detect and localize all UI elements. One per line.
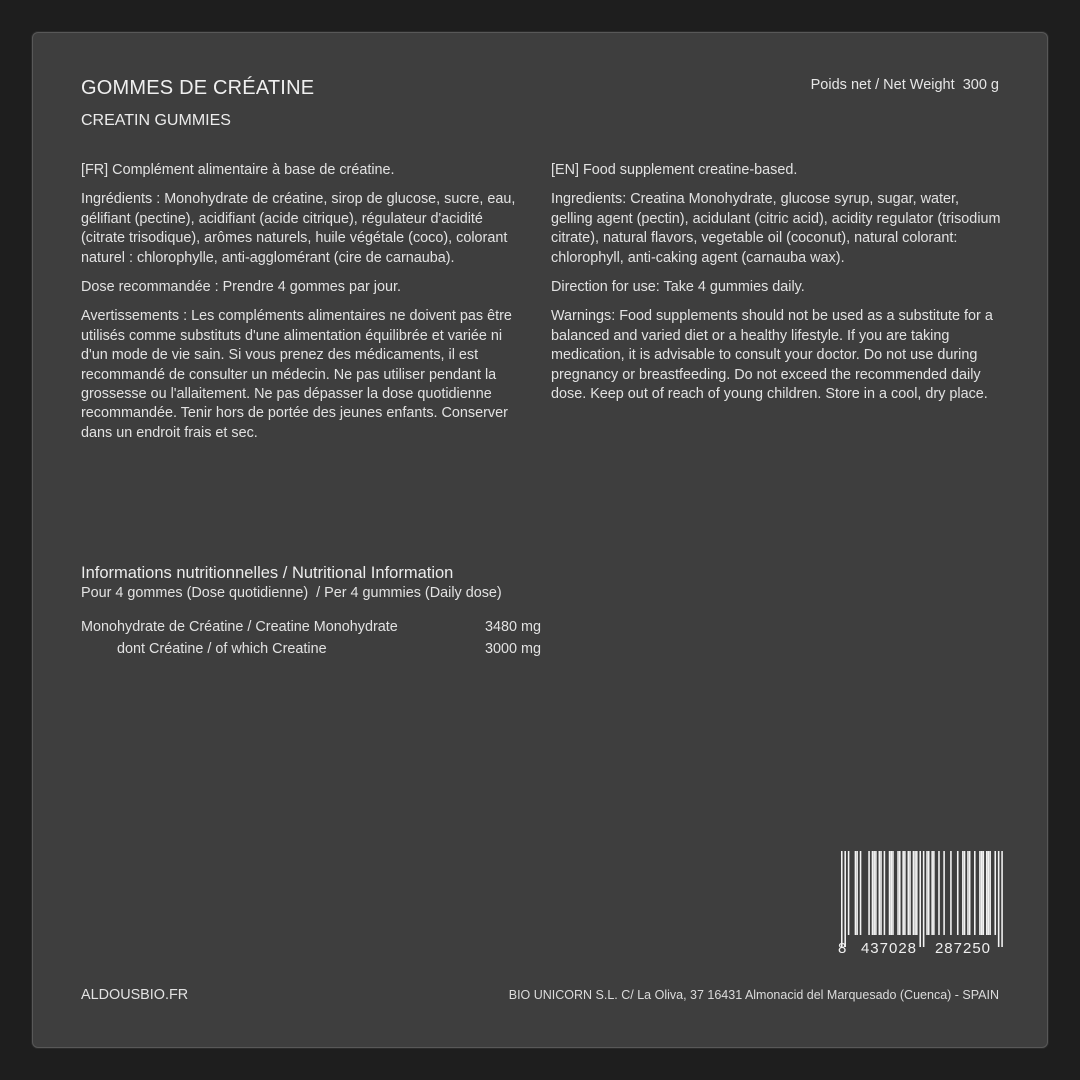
barcode-bar [962,851,964,935]
fr-dose: Dose recommandée : Prendre 4 gommes par jour. [81,279,401,296]
barcode-bar [848,851,850,935]
barcode-bar [856,851,858,935]
fr-intro: [FR] Complément alimentaire à base de créatine. [81,162,395,178]
barcode-bar [904,851,906,935]
barcode-bar [908,851,910,935]
website-link[interactable]: ALDOUSBIO.FR [81,987,189,1003]
barcode-bar [844,851,846,947]
barcode-bar [979,851,981,935]
nutrition-section [81,564,541,660]
barcode-bar [884,851,886,935]
barcode-bar [909,851,911,935]
english-text-column [551,161,1001,414]
fr-warnings: Avertissements : Les compléments alimentaires ne doivent pas être utilisés comme substituts d'une alimentation équilibrée et variée ni d'un mode de vie sain. Si vous prenez des médicaments, il est recommandé de consulter un médecin. Ne pas utiliser pendant la grossesse ou l'allaitement. Ne pas dépasser la dose quotidienne recommandée. Tenir hors de portée des jeunes enfants. Conserver dans un endroit frais et sec. [81,308,512,441]
barcode-bar [923,851,925,947]
barcode-bar [998,851,1000,947]
barcode-bar [938,851,940,935]
product-title: GOMMES DE CRÉATINE [81,77,315,99]
company-address: BIO UNICORN S.L. C/ La Oliva, 37 16431 Almonacid del Marquesado (Cuenca) - SPAIN [508,988,999,1002]
barcode-image [838,851,1003,957]
barcode-bar [914,851,916,935]
en-intro: [EN] Food supplement creatine-based. [551,162,798,178]
barcode-bar [957,851,959,935]
barcode-bar [897,851,899,935]
barcode-bar [873,851,875,935]
barcode-bar [916,851,918,935]
barcode-bar [928,851,930,935]
barcode-bar [981,851,983,935]
barcode-right-digits: 287250 [934,940,992,957]
barcode-bar [969,851,971,935]
barcode-bar [974,851,976,935]
barcode-bar [933,851,935,935]
en-warnings: Warnings: Food supplements should not be used as a substitute for a balanced and varied diet or a healthy lifestyle. If you are taking medication, it is advisable to consult your doctor. Do not use during pregnancy or breastfeeding. Do not exceed the recommended daily dose. Keep out of reach of young children. Store in a cool, dry place. [551,308,993,403]
barcode-bar [964,851,966,935]
nutrition-row [81,616,541,638]
nutrition-row-value: 3000 mg [484,641,541,657]
barcode-bar [943,851,945,935]
french-text-column [81,161,529,453]
barcode-bar [899,851,901,935]
fr-ingredients: Ingrédients : Monohydrate de créatine, sirop de glucose, sucre, eau, gélifiant (pectine), acidifiant (acide citrique), régulateur d'acidité (citrate trisodique), arômes naturels, huile végétale (coco), colorant naturel : chlorophylle, anti-agglomérant (cire de carnauba). [81,191,516,266]
nutrition-row-value: 3480 mg [484,619,541,635]
barcode-bar [988,851,990,935]
barcode-bar [967,851,969,935]
barcode-bar [890,851,892,935]
barcode-bar [913,851,915,935]
barcode-bar [860,851,862,935]
en-dose: Direction for use: Take 4 gummies daily. [551,279,805,296]
barcode-bar [872,851,874,935]
barcode-bar [926,851,928,935]
product-subtitle: CREATIN GUMMIES [81,112,231,129]
barcode-bar [986,851,988,935]
barcode-bar [1001,851,1003,947]
barcode-bar [919,851,921,947]
nutrition-title: Informations nutritionnelles / Nutritional Information [81,564,454,582]
barcode-bar [950,851,952,935]
barcode-bar [983,851,985,935]
barcode-bar [994,851,996,935]
barcode-bar [841,851,843,947]
barcode-bar [875,851,877,935]
barcode-bar [880,851,882,935]
barcode-bar [989,851,991,935]
barcode-bar [879,851,881,935]
en-ingredients: Ingredients: Creatina Monohydrate, glucose syrup, sugar, water, gelling agent (pectin), acidulant (citric acid), acidity regulator (trisodium citrate), natural flavors, vegetable oil (coconut), natural colorant: chlorophyll, anti-caking agent (carnauba wax). [551,191,1001,266]
net-weight: Poids net / Net Weight 300 g [810,77,999,93]
barcode-bar [892,851,894,935]
label-panel [32,32,1048,1048]
barcode-bar [931,851,933,935]
barcode-bar [889,851,891,935]
barcode-bar [902,851,904,935]
barcode-bar [868,851,870,935]
nutrition-row [81,638,541,660]
barcode-bar [855,851,857,935]
nutrition-serving: Pour 4 gommes (Dose quotidienne) / Per 4 gummies (Daily dose) [81,585,502,601]
nutrition-row-label: dont Créatine / of which Creatine [117,641,327,657]
barcode-first-digit: 8 [838,940,847,957]
nutrition-table [81,616,541,660]
barcode-left-digits: 437028 [860,940,918,957]
nutrition-row-label: Monohydrate de Créatine / Creatine Monohydrate [81,619,398,635]
barcode [838,851,1003,957]
